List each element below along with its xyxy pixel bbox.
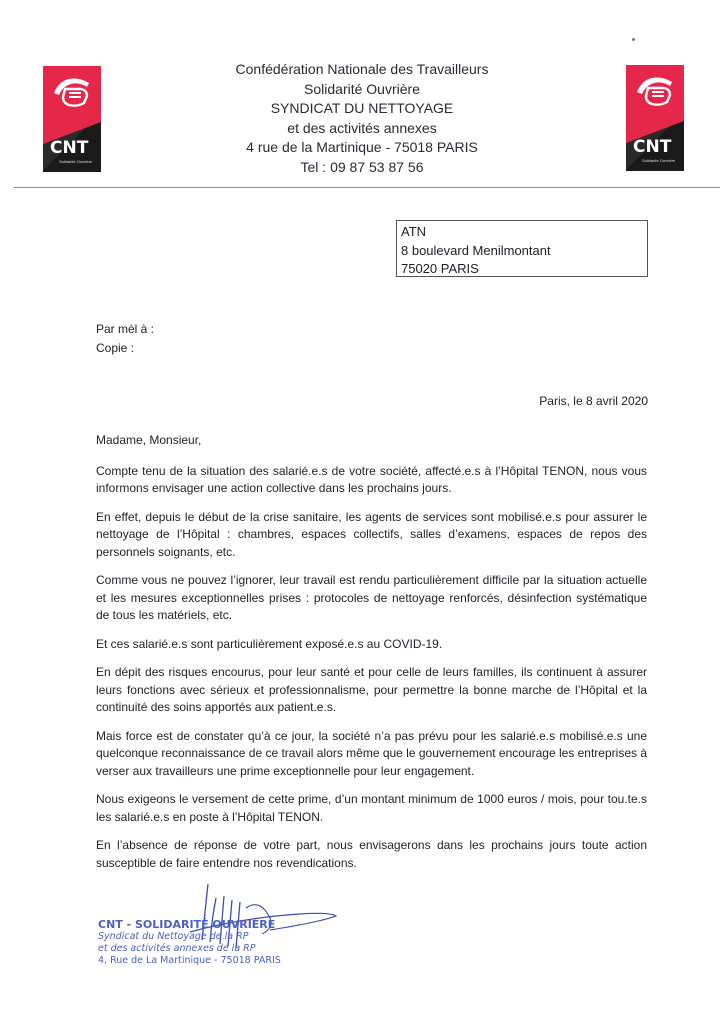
org-address: 4 rue de la Martinique - 75018 PARIS bbox=[246, 139, 478, 156]
paragraph: En l’absence de réponse de votre part, nous envisagerons dans les prochains jours toute action susceptible de faire entendre nos revendications. bbox=[96, 838, 647, 870]
header-divider bbox=[14, 187, 720, 188]
cnt-logo-left bbox=[43, 66, 101, 172]
stamp-line: CNT - SOLIDARITÉ OUVRIÈRE bbox=[98, 918, 276, 931]
paragraph: Compte tenu de la situation des salarié.e.s de votre société, affecté.e.s à l’Hôpital TENON, nous vous informons envisager une action collective dans les prochains jours. bbox=[96, 463, 647, 495]
letterhead bbox=[180, 60, 544, 178]
handshake-icon bbox=[634, 72, 676, 112]
paragraph: Nous exigeons le versement de cette prime, d’un montant minimum de 1000 euros / mois, pour tou.te.s les salarié.e.s en poste à l’Hôpital TENON. bbox=[96, 792, 647, 824]
org-name: Confédération Nationale des Travailleurs bbox=[235, 61, 489, 77]
paragraph: En dépit des risques encourus, pour leur santé et pour celle de leurs familles, ils continuent à assurer leurs fonctions avec sérieux et professionnalisme, pour permettre la bonne marche de l’Hôpital et la continuité des soins apportés aux patient.e.s. bbox=[96, 665, 647, 714]
letter-body bbox=[96, 432, 647, 883]
recipient-address-box bbox=[396, 220, 648, 277]
by-email-label: Par mèl à : bbox=[96, 322, 155, 336]
paragraph: Et ces salarié.e.s sont particulièrement exposé.e.s au COVID-19. bbox=[96, 636, 443, 651]
greeting: Madame, Monsieur, bbox=[96, 433, 202, 447]
org-phone: Tel : 09 87 53 87 56 bbox=[300, 158, 424, 175]
logo-word: CNT bbox=[633, 137, 672, 157]
paragraph: En effet, depuis le début de la crise sanitaire, les agents de services sont mobilisé.e.s pour assurer le nettoyage de l’Hôpital : chambres, espaces collectifs, salles d’examens, espaces de repos des personnels soignants, etc. bbox=[96, 509, 647, 559]
paragraph: Mais force est de constater qu’à ce jour, la société n’a pas prévu pour les salarié.e.s mobilisé.e.s une quelconque reconnaissance de ce travail alors même que le gouvernement encourage les entreprises à verser aux travailleurs une prime exceptionnelle pour leur engagement. bbox=[96, 728, 647, 778]
paragraph: Comme vous ne pouvez l’ignorer, leur travail est rendu particulièrement difficile par la situation actuelle et les mesures exceptionnelles prises : protocoles de nettoyage renforcés, désinfection systématique de tous les matériels, etc. bbox=[96, 573, 647, 622]
logo-subtitle: Solidarité Ouvrière bbox=[642, 158, 676, 163]
cnt-logo-right bbox=[626, 65, 684, 171]
stamp-line: et des activités annexes de la RP bbox=[98, 943, 256, 954]
letter-date: Paris, le 8 avril 2020 bbox=[539, 394, 648, 408]
union-name: SYNDICAT DU NETTOYAGE bbox=[270, 100, 454, 117]
union-stamp bbox=[98, 918, 298, 967]
logo-subtitle: Solidarité Ouvrière bbox=[59, 159, 93, 164]
delivery-meta bbox=[96, 320, 154, 357]
recipient-city: 75020 PARIS bbox=[401, 261, 479, 276]
logo-word: CNT bbox=[50, 138, 89, 158]
handshake-icon bbox=[51, 73, 93, 113]
scan-speck bbox=[632, 38, 635, 41]
recipient-street: 8 boulevard Menilmontant bbox=[401, 242, 551, 258]
stamp-line: Syndicat du Nettoyage de la RP bbox=[98, 931, 249, 942]
union-scope: et des activités annexes bbox=[287, 119, 437, 136]
recipient-name: ATN bbox=[401, 224, 427, 239]
org-subname: Solidarité Ouvrière bbox=[304, 80, 420, 97]
stamp-line: 4, Rue de La Martinique - 75018 PARIS bbox=[98, 955, 281, 966]
copy-label: Copie : bbox=[96, 340, 135, 355]
